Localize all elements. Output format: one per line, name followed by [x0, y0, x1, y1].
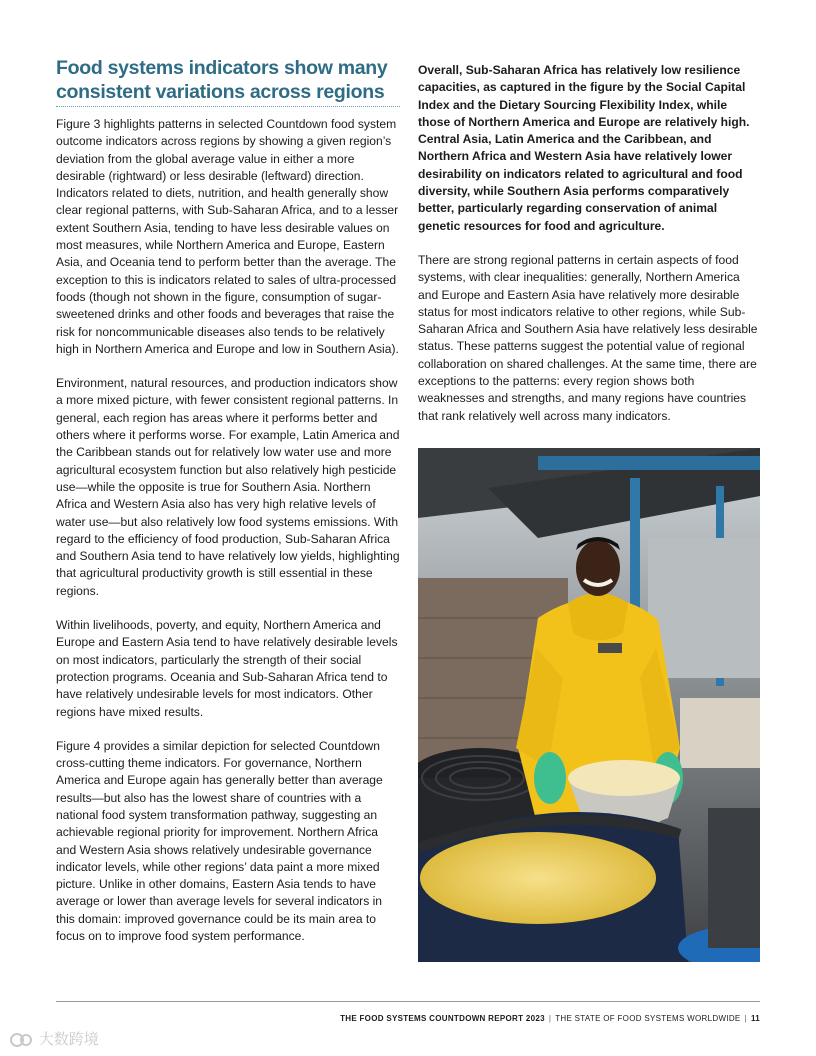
section-heading: Food systems indicators show many consistent variations across regions — [56, 56, 400, 107]
footer-separator: | — [548, 1014, 552, 1023]
right-column — [418, 62, 762, 425]
footer-separator-2: | — [744, 1014, 747, 1023]
left-column — [56, 56, 400, 945]
paragraph-figure3: Figure 3 highlights patterns in selected Countdown food system outcome indicators across regions by showing a given region’s deviation from the global average value in either a more desirable (rightward) or less desirable (leftward) direction. Indicators related to diets, nutrition, and health generally show clear regional patterns, with Sub-Saharan Africa, and to a lesser extent Southern Asia, tending to have less desirable values on most measures, while Northern America and Europe, Eastern Asia, and Oceania tend to perform better than the average. The exception to this is indicators related to sales of ultra-processed foods (though not shown in the figure, consumption of sugar-sweetened drinks and other foods and beverages that raise the risk for noncommunicable diseases also tends to be relatively high in Northern America and Europe and low in Southern Asia). — [56, 117, 399, 356]
watermark-logo-icon — [8, 1031, 34, 1049]
paragraph-resilience-lead: Overall, Sub-Saharan Africa has relatively low resilience capacities, as captured in the figure by the Social Capital Index and the Dietary Sourcing Flexibility Index, while those of Northern America and Europe are relatively high. Central Asia, Latin America and the Caribbean, and Northern Africa and Western Asia have relatively lower desirability on indicators related to agricultural and food diversity, while Southern Asia performs comparatively better, particularly regarding conservation of animal genetic resources for food and agriculture. — [418, 63, 750, 233]
page-number: 11 — [750, 1014, 760, 1023]
paragraph-regional-patterns: There are strong regional patterns in certain aspects of food systems, with clear inequalities: generally, Northern America and Europe and Eastern Asia have relatively more desirable status for most indicators relative to other regions, while Sub-Saharan Africa and Southern Asia have relatively less desirable status. These patterns suggest the potential value of regional collaboration on shared challenges. At the same time, there are exceptions to the patterns: every region shows both weaknesses and strengths, and many regions have countries that rank relatively well across many indicators. — [418, 252, 758, 423]
page-footer — [56, 1014, 760, 1023]
footer-divider — [56, 1001, 760, 1002]
watermark — [8, 1028, 99, 1049]
paragraph-livelihoods: Within livelihoods, poverty, and equity, Northern America and Europe and Eastern Asia tend to have relatively desirable levels on most indicators, particularly the strength of their social protection programs. Oceania and Sub-Saharan Africa tend to have relatively undesirable levels for most indicators. Other regions have mixed results. — [56, 618, 398, 719]
footer-report-title: THE FOOD SYSTEMS COUNTDOWN REPORT 2023 — [340, 1014, 545, 1023]
footer-section-title: THE STATE OF FOOD SYSTEMS WORLDWIDE — [555, 1014, 741, 1023]
watermark-text: 大数跨境 — [38, 1030, 99, 1048]
photo-worker-with-cassava — [418, 448, 760, 962]
paragraph-figure4: Figure 4 provides a similar depiction for selected Countdown cross-cutting theme indicators. For governance, Northern America and Europe again has generally better than average results—but also has the lowest share of countries with a national food system transformation pathway, suggesting an achievable regional priority for improvement. Northern Africa and Western Asia shows relatively undesirable governance indicator levels, while other regions’ data paint a more mixed picture. Unlike in other domains, Eastern Asia tends to have average or lower than average levels for several indicators in this domain: improved governance could be its main area to focus on to improve food system performance. — [56, 738, 383, 944]
paragraph-environment: Environment, natural resources, and production indicators show a more mixed picture, with fewer consistent regional patterns. In general, each region has areas where it performs better and others where it performs worse. For example, Latin America and the Caribbean stands out for relatively low water use and more agricultural ecosystem function but also relatively high pesticide use—while the opposite is true for Southern Asia. Northern Africa and Western Asia also has very high relative levels of water use—but also relatively low food systems emissions. With regard to the efficiency of food production, Sub-Saharan Africa and Southern Asia tend to have relatively low yields, highlighting that agricultural productivity growth is still essential in these regions. — [56, 376, 400, 598]
